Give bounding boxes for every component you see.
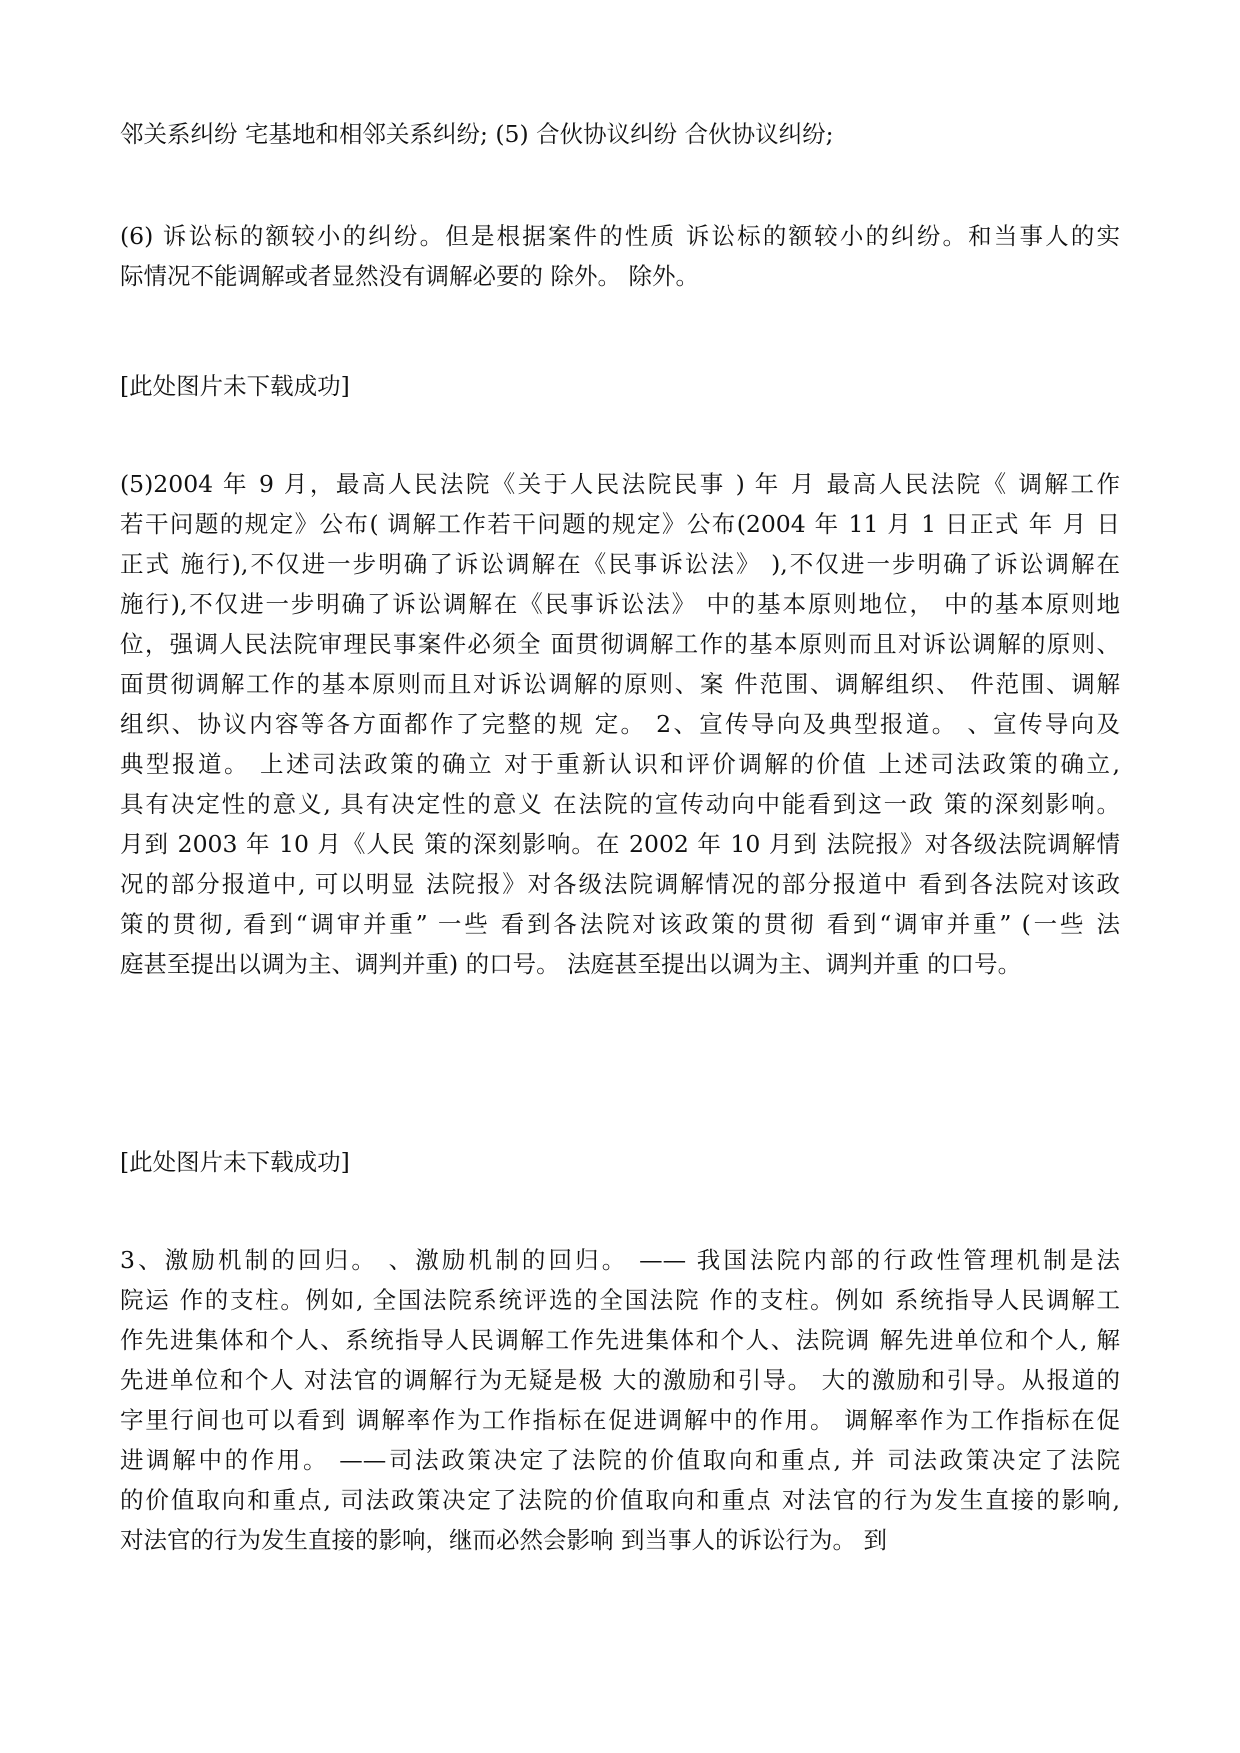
text-line: 院运 作的支柱。例如, 全国法院系统评选的全国法院 作的支柱。例如 系统指导人民调解工: [120, 1286, 1120, 1314]
text-line: 字里行间也可以看到 调解率作为工作指标在促进调解中的作用。 调解率作为工作指标在促: [120, 1406, 1120, 1434]
text-line: 3、激励机制的回归。 、激励机制的回归。 —— 我国法院内部的行政性管理机制是法: [120, 1246, 1120, 1274]
paragraph-1: [120, 114, 1120, 154]
text-line: 庭甚至提出以调为主、调判并重) 的口号。 法庭甚至提出以调为主、调判并重 的口号。: [120, 950, 1022, 978]
paragraph-3: [120, 464, 1120, 984]
text-line: 位，强调人民法院审理民事案件必须全 面贯彻调解工作的基本原则而且对诉讼调解的原则、: [120, 630, 1120, 658]
image-placeholder: [此处图片未下载成功]: [120, 1148, 350, 1176]
text-line: 进调解中的作用。 ——司法政策决定了法院的价值取向和重点, 并 司法政策决定了法院: [120, 1446, 1120, 1474]
document-page: [120, 0, 1120, 1753]
text-line: 的价值取向和重点, 司法政策决定了法院的价值取向和重点 对法官的行为发生直接的影响,: [120, 1486, 1120, 1514]
text-line: 正式 施行),不仅进一步明确了诉讼调解在《民事诉讼法》 ),不仅进一步明确了诉讼调解在: [120, 550, 1120, 578]
text-line: 组织、协议内容等各方面都作了完整的规 定。 2、宣传导向及典型报道。 、宣传导向及: [120, 710, 1120, 738]
text-line: 若干问题的规定》公布( 调解工作若干问题的规定》公布(2004 年 11 月 1 日正式 年 月 日: [120, 510, 1120, 538]
text-line: (6) 诉讼标的额较小的纠纷。但是根据案件的性质 诉讼标的额较小的纠纷。和当事人的实: [120, 222, 1120, 250]
text-line: 策的贯彻, 看到“调审并重” 一些 看到各法院对该政策的贯彻 看到“调审并重” (一些 法: [120, 910, 1120, 938]
text-line: 作先进集体和个人、系统指导人民调解工作先进集体和个人、法院调 解先进单位和个人, 解: [120, 1326, 1120, 1354]
text-line: 典型报道。 上述司法政策的确立 对于重新认识和评价调解的价值 上述司法政策的确立,: [120, 750, 1120, 778]
image-placeholder: [此处图片未下载成功]: [120, 372, 350, 400]
text-line: 施行),不仅进一步明确了诉讼调解在《民事诉讼法》 中的基本原则地位， 中的基本原则地: [120, 590, 1120, 618]
text-line: 面贯彻调解工作的基本原则而且对诉讼调解的原则、案 件范围、调解组织、 件范围、调解: [120, 670, 1120, 698]
text-line: (5)2004 年 9 月，最高人民法院《关于人民法院民事 ) 年 月 最高人民法院《 调解工作: [120, 470, 1120, 498]
text-line: 况的部分报道中, 可以明显 法院报》对各级法院调解情况的部分报道中 看到各法院对该政: [120, 870, 1120, 898]
text-line: 对法官的行为发生直接的影响，继而必然会影响 到当事人的诉讼行为。 到: [120, 1526, 887, 1554]
paragraph-4: [120, 1240, 1120, 1560]
text-line: 具有决定性的意义, 具有决定性的意义 在法院的宣传动向中能看到这一政 策的深刻影响。: [120, 790, 1120, 818]
text-line: 际情况不能调解或者显然没有调解必要的 除外。 除外。: [120, 262, 699, 290]
text-line: 邻关系纠纷 宅基地和相邻关系纠纷; (5) 合伙协议纠纷 合伙协议纠纷;: [120, 120, 834, 148]
text-line: 月到 2003 年 10 月《人民 策的深刻影响。在 2002 年 10 月到 法院报》对各级法院调解情: [120, 830, 1120, 858]
text-line: 先进单位和个人 对法官的调解行为无疑是极 大的激励和引导。 大的激励和引导。从报道的: [120, 1366, 1120, 1394]
paragraph-2: [120, 216, 1120, 296]
